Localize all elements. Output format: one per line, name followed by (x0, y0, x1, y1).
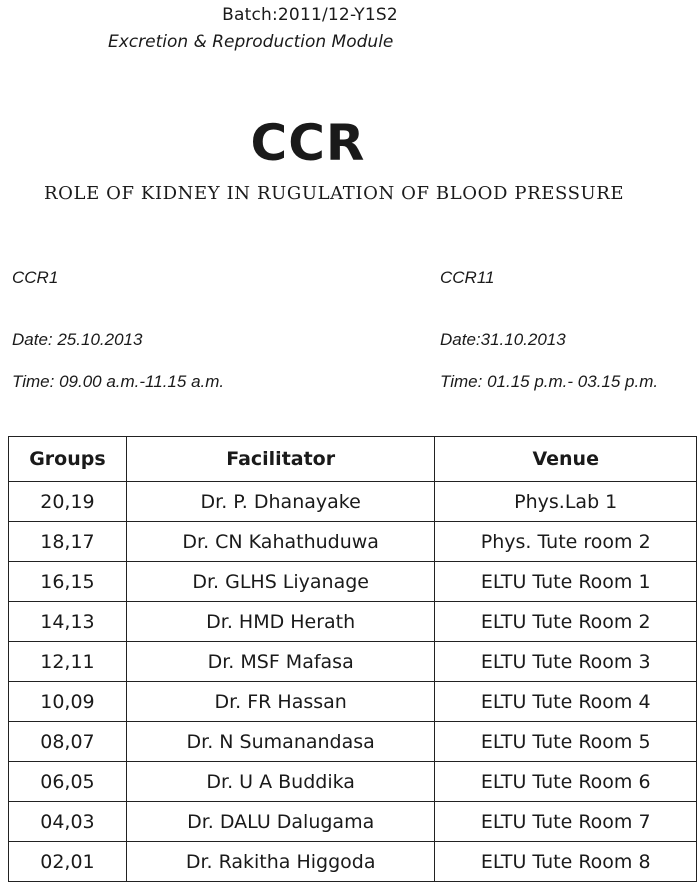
session-1-date: Date: 25.10.2013 (12, 330, 143, 349)
session-2-date: Date:31.10.2013 (440, 330, 566, 349)
table-row (9, 802, 697, 842)
schedule-table (8, 436, 697, 882)
table-row (9, 642, 697, 682)
cell-groups: 18,17 (9, 522, 127, 562)
cell-venue: Phys.Lab 1 (435, 482, 697, 522)
cell-facilitator: Dr. HMD Herath (126, 602, 435, 642)
cell-venue: ELTU Tute Room 3 (435, 642, 697, 682)
table-row (9, 682, 697, 722)
cell-facilitator: Dr. P. Dhanayake (126, 482, 435, 522)
table-header-row (9, 437, 697, 482)
cell-facilitator: Dr. FR Hassan (126, 682, 435, 722)
header-groups: Groups (9, 437, 127, 482)
page-subtitle: ROLE OF KIDNEY IN RUGULATION OF BLOOD PRESSURE (44, 183, 625, 204)
cell-venue: ELTU Tute Room 6 (435, 762, 697, 802)
table-row (9, 522, 697, 562)
cell-groups: 12,11 (9, 642, 127, 682)
header-facilitator: Facilitator (126, 437, 435, 482)
cell-facilitator: Dr. CN Kahathuduwa (126, 522, 435, 562)
cell-groups: 02,01 (9, 842, 127, 882)
session-1-code: CCR1 (12, 268, 59, 287)
session-2-time: Time: 01.15 p.m.- 03.15 p.m. (440, 372, 659, 391)
cell-venue: ELTU Tute Room 7 (435, 802, 697, 842)
cell-facilitator: Dr. MSF Mafasa (126, 642, 435, 682)
table-row (9, 562, 697, 602)
page-title: CCR (250, 114, 366, 172)
cell-facilitator: Dr. U A Buddika (126, 762, 435, 802)
cell-venue: ELTU Tute Room 1 (435, 562, 697, 602)
cell-venue: Phys. Tute room 2 (435, 522, 697, 562)
cell-groups: 16,15 (9, 562, 127, 602)
cell-venue: ELTU Tute Room 5 (435, 722, 697, 762)
session-2-code: CCR11 (440, 268, 495, 287)
module-name: Excretion & Reproduction Module (108, 32, 394, 52)
cell-facilitator: Dr. DALU Dalugama (126, 802, 435, 842)
cell-venue: ELTU Tute Room 4 (435, 682, 697, 722)
cell-facilitator: Dr. GLHS Liyanage (126, 562, 435, 602)
header-venue: Venue (435, 437, 697, 482)
cell-groups: 06,05 (9, 762, 127, 802)
table-row (9, 602, 697, 642)
batch-label: Batch:2011/12-Y1S2 (222, 5, 398, 25)
table-row (9, 842, 697, 882)
cell-groups: 04,03 (9, 802, 127, 842)
table-row (9, 762, 697, 802)
cell-groups: 08,07 (9, 722, 127, 762)
cell-groups: 10,09 (9, 682, 127, 722)
cell-facilitator: Dr. Rakitha Higgoda (126, 842, 435, 882)
cell-groups: 20,19 (9, 482, 127, 522)
cell-facilitator: Dr. N Sumanandasa (126, 722, 435, 762)
cell-venue: ELTU Tute Room 8 (435, 842, 697, 882)
table-row (9, 722, 697, 762)
cell-groups: 14,13 (9, 602, 127, 642)
cell-venue: ELTU Tute Room 2 (435, 602, 697, 642)
table-row (9, 482, 697, 522)
session-1-time: Time: 09.00 a.m.-11.15 a.m. (12, 372, 225, 391)
